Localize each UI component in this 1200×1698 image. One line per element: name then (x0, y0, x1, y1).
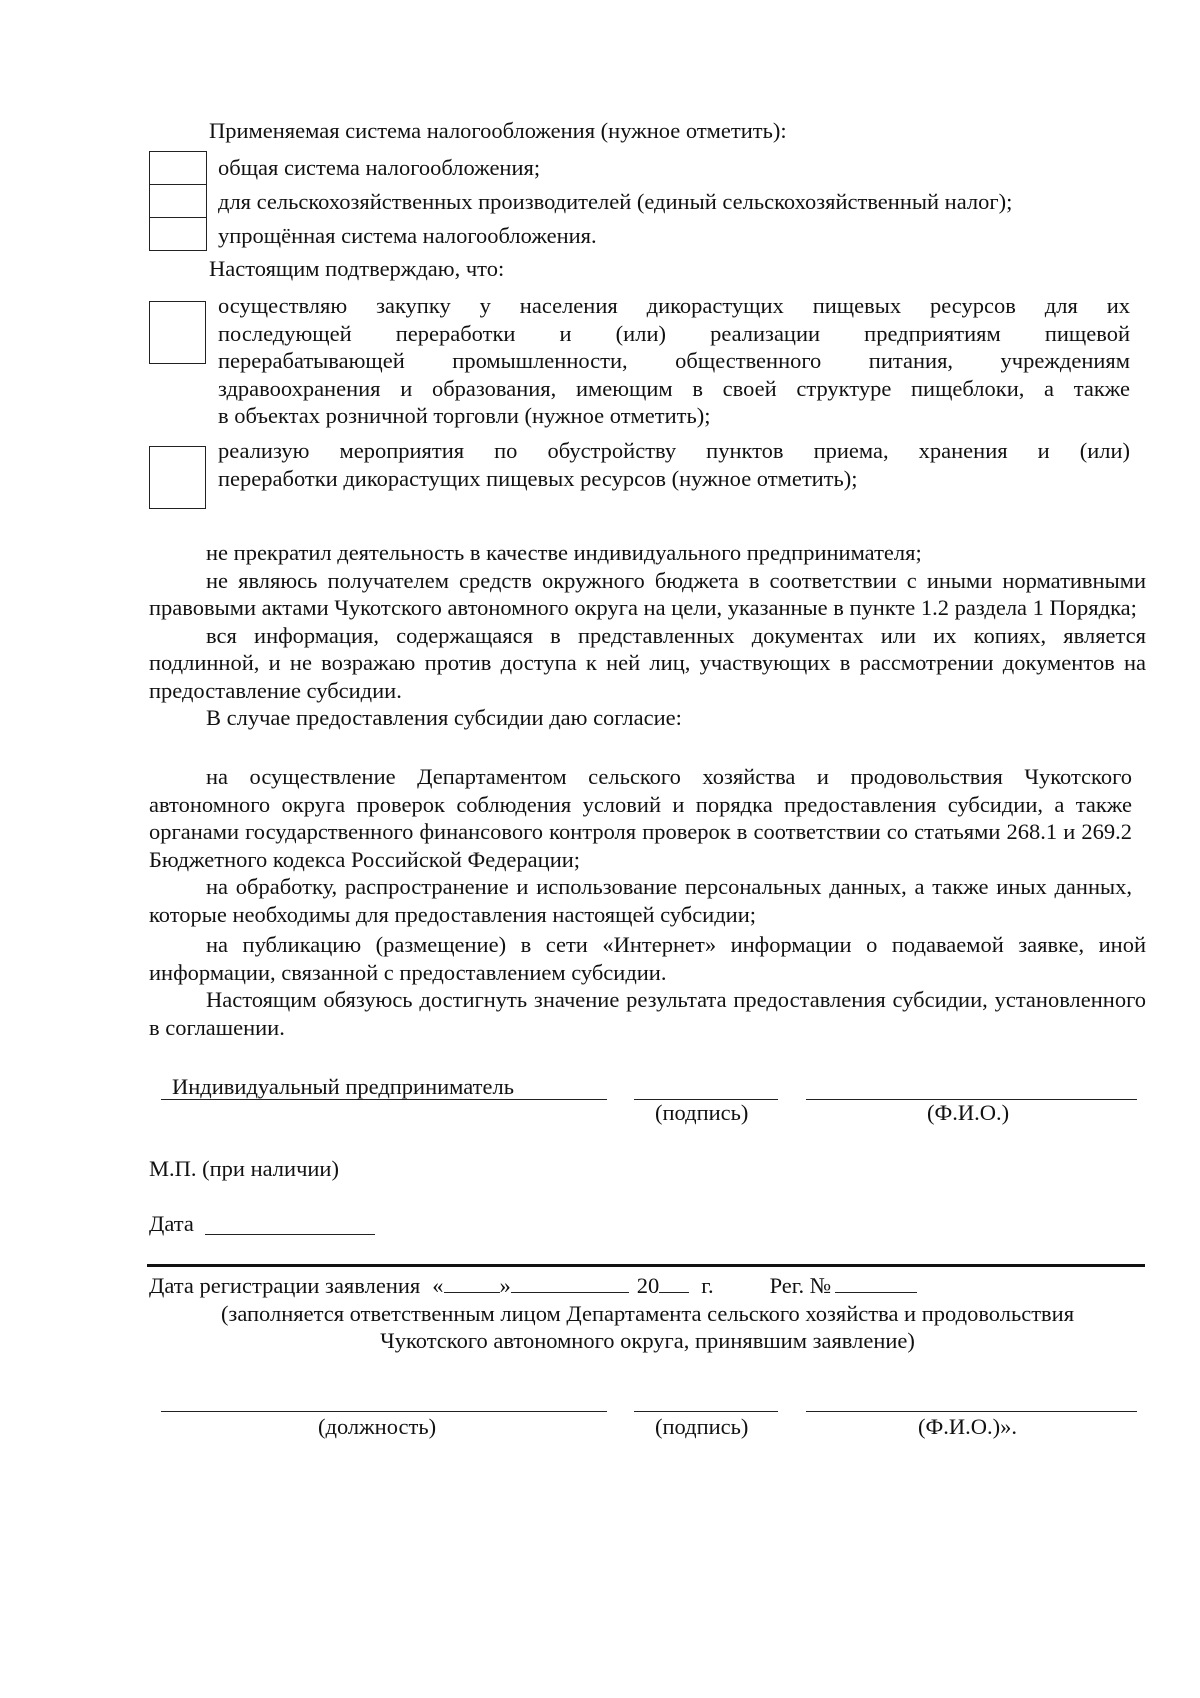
consent-inspections: на осуществление Департаментом сельского хозяйства и продовольствия Чукотского автономного округа проверок соблюдения условий и порядка предоставления субсидии, а также органами государственного финансового контроля проверок в соответствии со статьями 268.1 и 269.2 Бюджетного кодекса Российской Федерации; (149, 764, 1132, 872)
confirm-item-purchase-line: перерабатывающей промышленности, общественного питания, учреждениям (218, 348, 1130, 373)
signer-role-line (161, 1099, 607, 1100)
registration-year-field[interactable] (659, 1272, 689, 1293)
position-caption: (должность) (318, 1414, 437, 1439)
checkbox-agricultural-tax[interactable] (149, 184, 207, 218)
open-quote: « (432, 1273, 444, 1298)
registration-separator (147, 1264, 1145, 1267)
officer-fio-caption: (Ф.И.О.)». (918, 1414, 1018, 1439)
confirm-item-purchase-line: осуществляю закупку у населения дикорастущих пищевых ресурсов для их (218, 293, 1130, 318)
date-label: Дата (149, 1211, 194, 1236)
consent-block-2 (149, 931, 1146, 1041)
close-quote: » (499, 1273, 511, 1298)
registration-row (149, 1272, 917, 1300)
registration-note-line2: Чукотского автономного округа, принявшим заявление) (380, 1328, 915, 1353)
consent-personal-data: на обработку, распространение и использование персональных данных, а также иных данных, которые необходимы для предоставления настоящей субсидии; (149, 874, 1132, 927)
statement-not-recipient: не являюсь получателем средств окружного бюджета в соответствии с иными нормативными правовыми актами Чукотского автономного округа на цели, указанные в пункте 1.2 раздела 1 Порядка; (149, 567, 1146, 620)
signature-caption: (подпись) (655, 1100, 749, 1125)
statements-block (149, 539, 1146, 732)
tax-system-heading: Применяемая система налогообложения (нужное отметить): (209, 118, 787, 143)
consent-publication: на публикацию (размещение) в сети «Интернет» информации о подаваемой заявке, иной информации, связанной с предоставлением субсидии. (149, 932, 1146, 985)
position-line[interactable] (161, 1411, 607, 1412)
registration-date-label: Дата регистрации заявления (149, 1273, 421, 1298)
checkbox-simplified-tax[interactable] (149, 217, 207, 251)
stamp-label: М.П. (при наличии) (149, 1156, 339, 1181)
date-line[interactable] (205, 1234, 375, 1235)
checkbox-general-tax[interactable] (149, 151, 207, 185)
confirm-item-infrastructure-line: переработки дикорастущих пищевых ресурсов (нужное отметить); (218, 465, 858, 491)
registration-note-line1: (заполняется ответственным лицом Департамента сельского хозяйства и продовольствия (220, 1301, 1075, 1326)
year-prefix: 20 (636, 1273, 660, 1298)
confirm-item-infrastructure-line: реализую мероприятия по обустройству пунктов приема, хранения и (или) (218, 438, 1130, 463)
signer-role: Индивидуальный предприниматель (172, 1074, 514, 1099)
commitment: Настоящим обязуюсь достигнуть значение результата предоставления субсидии, установленного в соглашении. (149, 987, 1146, 1040)
confirm-item-infrastructure (218, 437, 1130, 492)
year-suffix: г. (701, 1273, 714, 1298)
confirm-item-purchase-line: последующей переработки и (или) реализации предприятиям пищевой (218, 320, 1130, 346)
checkbox-purchase-resources[interactable] (149, 301, 206, 364)
option-general-tax: общая система налогообложения; (218, 155, 541, 180)
fio-caption: (Ф.И.О.) (927, 1100, 1010, 1125)
confirm-heading: Настоящим подтверждаю, что: (209, 256, 505, 281)
checkbox-infrastructure[interactable] (149, 446, 206, 509)
confirm-item-purchase (218, 292, 1130, 430)
registration-month-field[interactable] (511, 1272, 629, 1293)
registration-day-field[interactable] (444, 1272, 500, 1293)
option-agricultural-tax: для сельскохозяйственных производителей (единый сельскохозяйственный налог); (218, 189, 1013, 214)
officer-fio-line[interactable] (806, 1411, 1137, 1412)
statement-info-authentic: вся информация, содержащаяся в представленных документах или их копиях, является подлинной, и не возражаю против доступа к ней лиц, участвующих в рассмотрении документов на предоставление субсидии. (149, 622, 1146, 703)
reg-number-field[interactable] (835, 1272, 917, 1293)
option-simplified-tax: упрощённая система налогообложения. (218, 223, 597, 248)
statement-not-terminated: не прекратил деятельность в качестве индивидуального предпринимателя; (206, 540, 922, 565)
consent-block (149, 763, 1132, 928)
consent-heading: В случае предоставления субсидии даю согласие: (206, 705, 682, 730)
confirm-item-purchase-line: в объектах розничной торговли (нужное отметить); (218, 403, 711, 428)
officer-signature-line[interactable] (634, 1411, 778, 1412)
officer-signature-caption: (подпись) (655, 1414, 749, 1439)
confirm-item-purchase-line: здравоохранения и образования, имеющим в своей структуре пищеблоки, а также (218, 375, 1130, 401)
reg-number-label: Рег. № (769, 1273, 832, 1298)
